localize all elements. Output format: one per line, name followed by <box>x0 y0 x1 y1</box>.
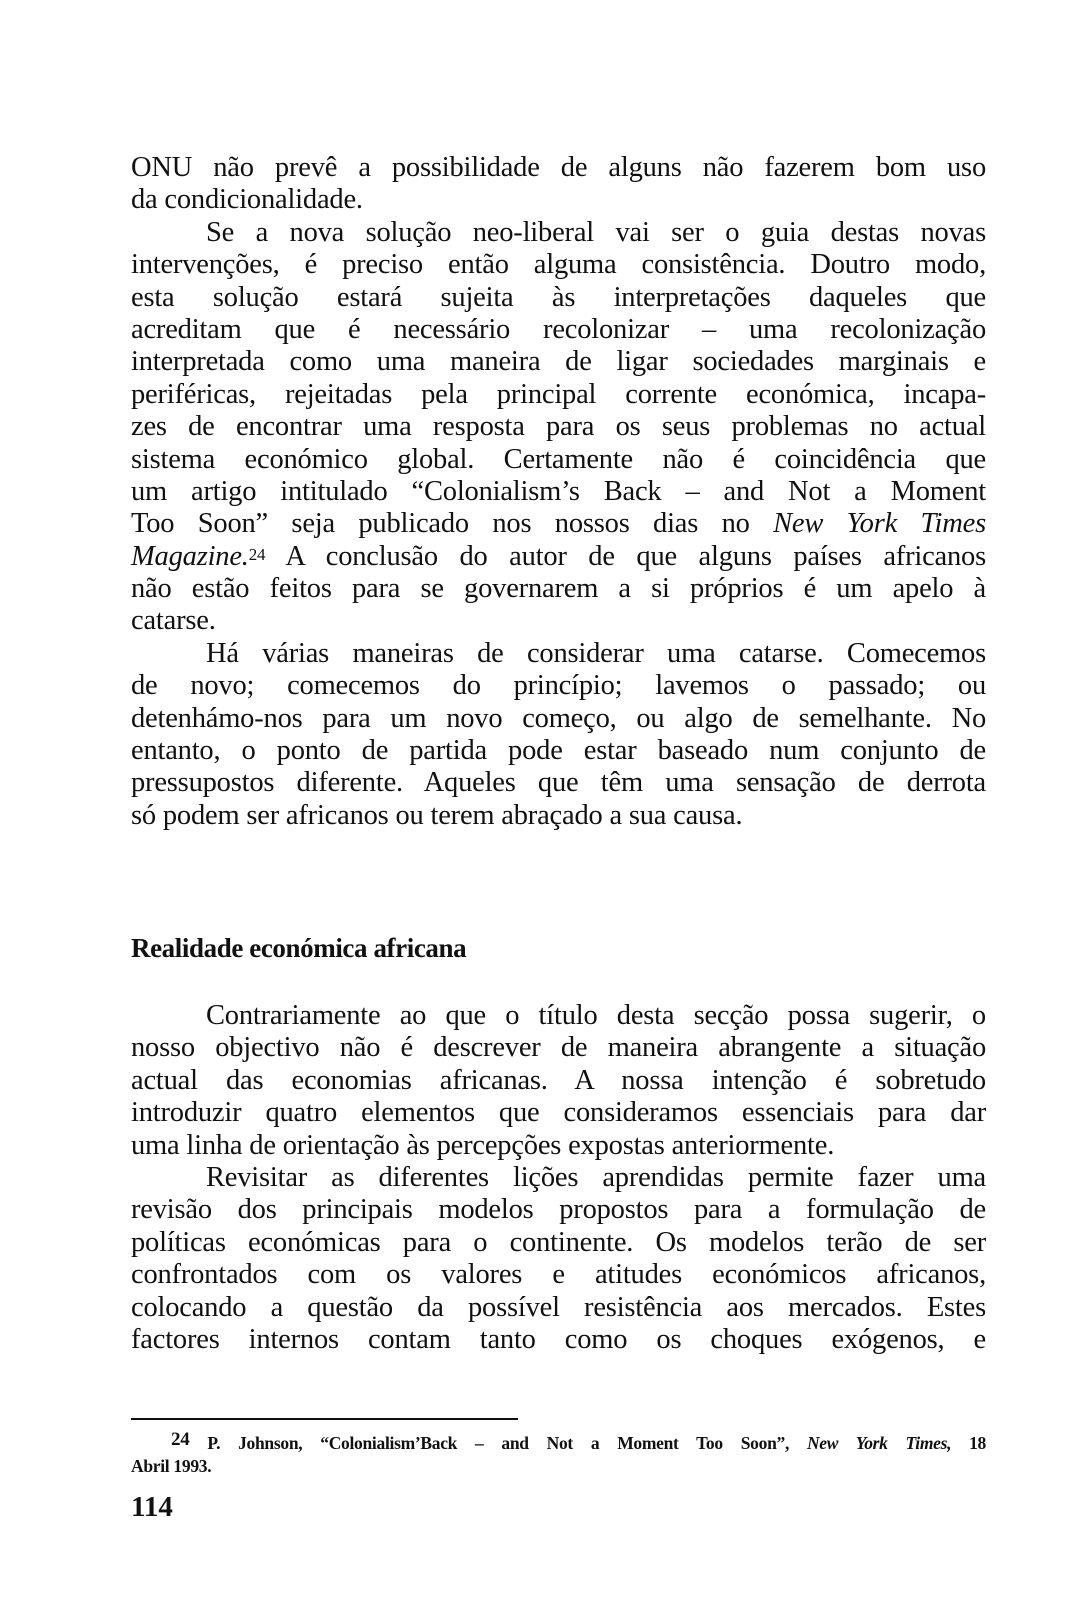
text-line: nosso objectivo não é descrever de maneira abrangente a situação <box>131 1032 986 1064</box>
footnote-reference[interactable]: 24 <box>248 544 266 564</box>
text-line: periféricas, rejeitadas pela principal corrente económica, incapa- <box>131 378 986 410</box>
text-line: de novo; comecemos do princípio; lavemos o passado; ou <box>131 670 986 702</box>
footnote <box>131 1429 987 1477</box>
text-line: sistema económico global. Certamente não é coincidência que <box>131 443 986 475</box>
paragraph <box>131 1162 986 1356</box>
text-line: factores internos contam tanto como os choques exógenos, e <box>131 1323 986 1355</box>
body-text-section-2 <box>131 1000 986 1356</box>
text-line: Se a nova solução neo-liberal vai ser o guia destas novas <box>206 216 986 248</box>
text-line: um artigo intitulado “Colonialism’s Back – and Not a Moment <box>131 475 986 507</box>
publication-title: Magazine. <box>131 540 249 572</box>
text-line <box>131 541 986 573</box>
text-line: Contrariamente ao que o título desta secção possa sugerir, o <box>206 1000 986 1031</box>
footnote-divider <box>131 1418 518 1420</box>
footnote-line <box>131 1429 987 1455</box>
text-line: actual das economias africanas. A nossa intenção é sobretudo <box>131 1064 986 1096</box>
text-line: esta solução estará sujeita às interpretações daqueles que <box>131 281 986 313</box>
text-line: Revisitar as diferentes lições aprendidas permite fazer uma <box>206 1161 986 1193</box>
footnote-text: P. Johnson, “Colonialism’Back – and Not a Moment Too Soon”, <box>207 1433 790 1453</box>
text-line: revisão dos principais modelos propostos para a formulação de <box>131 1194 986 1226</box>
text-line: catarse. <box>131 605 216 637</box>
text-line: colocando a questão da possível resistência aos mercados. Estes <box>131 1291 986 1323</box>
footnote-number: 24 <box>171 1429 190 1450</box>
text-segment: Too Soon” seja publicado nos nossos dias no <box>131 508 750 540</box>
paragraph <box>131 217 986 638</box>
paragraph <box>131 1000 986 1162</box>
page-number: 114 <box>131 1491 173 1523</box>
text-line: interpretada como uma maneira de ligar sociedades marginais e <box>131 346 986 378</box>
body-text-section-1 <box>131 152 986 832</box>
text-line: detenhámo-nos para um novo começo, ou algo de semelhante. No <box>131 702 986 734</box>
text-line: acreditam que é necessário recolonizar – uma recolonização <box>131 313 986 345</box>
text-segment: A conclusão do autor de que alguns países africanos <box>265 540 986 572</box>
paragraph <box>131 638 986 832</box>
text-line <box>131 508 986 540</box>
text-line: confrontados com os valores e atitudes económicos africanos, <box>131 1259 986 1291</box>
text-line: não estão feitos para se governarem a si próprios é um apelo à <box>131 573 986 605</box>
text-line: políticas económicas para o continente. Os modelos terão de ser <box>131 1226 986 1258</box>
footnote-line: Abril 1993. <box>131 1456 212 1476</box>
footnote-publication: New York Times, <box>806 1433 952 1453</box>
text-line: só podem ser africanos ou terem abraçado a sua causa. <box>131 799 743 831</box>
paragraph <box>131 152 986 217</box>
publication-title: New York Times <box>773 508 986 540</box>
text-line: Há várias maneiras de considerar uma catarse. Comecemos <box>206 637 986 669</box>
text-line: da condicionalidade. <box>131 184 363 216</box>
text-line: pressupostos diferente. Aqueles que têm uma sensação de derrota <box>131 767 986 799</box>
text-line: entanto, o ponto de partida pode estar baseado num conjunto de <box>131 735 986 767</box>
text-line: uma linha de orientação às percepções expostas anteriormente. <box>131 1129 835 1161</box>
text-line: intervenções, é preciso então alguma consistência. Doutro modo, <box>131 249 986 281</box>
text-line: ONU não prevê a possibilidade de alguns não fazerem bom uso <box>131 152 986 183</box>
text-line: introduzir quatro elementos que consideramos essenciais para dar <box>131 1097 986 1129</box>
section-heading: Realidade económica africana <box>131 933 467 963</box>
text-line: zes de encontrar uma resposta para os seus problemas no actual <box>131 411 986 443</box>
footnote-date: 18 <box>969 1433 987 1453</box>
